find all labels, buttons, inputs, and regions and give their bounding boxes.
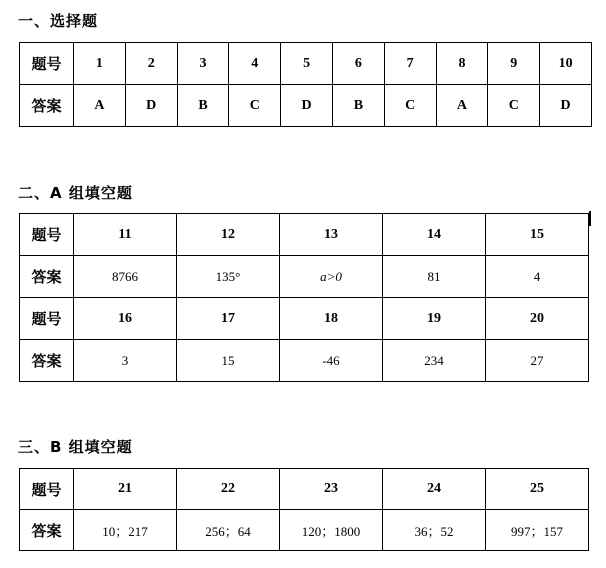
question-number: 23 [280, 469, 383, 510]
question-number: 25 [486, 469, 589, 510]
row-label-answer: 答案 [20, 340, 74, 382]
answer-cell: A [436, 85, 488, 127]
question-number: 2 [125, 43, 177, 85]
row-label-number: 题号 [20, 469, 74, 510]
row-label-number: 题号 [20, 43, 74, 85]
answer-cell: 81 [383, 256, 486, 298]
table-row [20, 85, 592, 127]
answer-cell: 27 [486, 340, 589, 382]
row-label-number: 题号 [20, 214, 74, 256]
fill-in-a-answer-table [19, 213, 589, 382]
row-label-answer: 答案 [20, 256, 74, 298]
question-number: 17 [177, 298, 280, 340]
question-number: 9 [488, 43, 540, 85]
answer-cell: D [281, 85, 333, 127]
table-row [20, 340, 589, 382]
table-row [20, 510, 589, 551]
question-number: 1 [74, 43, 126, 85]
question-number: 20 [486, 298, 589, 340]
table-row [20, 298, 589, 340]
question-number: 18 [280, 298, 383, 340]
answer-cell: 135° [177, 256, 280, 298]
answer-cell: 234 [383, 340, 486, 382]
answer-cell: 15 [177, 340, 280, 382]
question-number: 3 [177, 43, 229, 85]
table-row [20, 214, 589, 256]
question-number: 11 [74, 214, 177, 256]
question-number: 7 [384, 43, 436, 85]
table-row [20, 256, 589, 298]
row-label-answer: 答案 [20, 510, 74, 551]
table-row [20, 43, 592, 85]
question-number: 6 [332, 43, 384, 85]
answer-cell: 256；64 [177, 510, 280, 551]
section-3-title: 三、B 组填空题 [18, 438, 133, 456]
answer-cell: B [177, 85, 229, 127]
row-label-number: 题号 [20, 298, 74, 340]
question-number: 21 [74, 469, 177, 510]
answer-cell: -46 [280, 340, 383, 382]
answer-cell: 120；1800 [280, 510, 383, 551]
answer-cell: C [384, 85, 436, 127]
question-number: 12 [177, 214, 280, 256]
answer-cell: D [540, 85, 592, 127]
multiple-choice-answer-table [19, 42, 592, 127]
fill-in-b-answer-table [19, 468, 589, 551]
answer-cell: D [125, 85, 177, 127]
answer-cell: A [74, 85, 126, 127]
question-number: 24 [383, 469, 486, 510]
answer-cell: a>0 [280, 256, 383, 298]
text-cursor [589, 211, 591, 226]
answer-cell: C [488, 85, 540, 127]
answer-cell: 4 [486, 256, 589, 298]
answer-cell: 8766 [74, 256, 177, 298]
question-number: 10 [540, 43, 592, 85]
section-2-title: 二、A 组填空题 [18, 184, 133, 202]
answer-cell: 997；157 [486, 510, 589, 551]
question-number: 16 [74, 298, 177, 340]
question-number: 13 [280, 214, 383, 256]
section-1-title: 一、选择题 [18, 12, 99, 30]
question-number: 19 [383, 298, 486, 340]
question-number: 8 [436, 43, 488, 85]
question-number: 22 [177, 469, 280, 510]
row-label-answer: 答案 [20, 85, 74, 127]
question-number: 5 [281, 43, 333, 85]
answer-cell: B [332, 85, 384, 127]
answer-cell: 10；217 [74, 510, 177, 551]
table-row [20, 469, 589, 510]
question-number: 14 [383, 214, 486, 256]
answer-cell: 3 [74, 340, 177, 382]
question-number: 4 [229, 43, 281, 85]
answer-cell: 36；52 [383, 510, 486, 551]
answer-cell: C [229, 85, 281, 127]
question-number: 15 [486, 214, 589, 256]
